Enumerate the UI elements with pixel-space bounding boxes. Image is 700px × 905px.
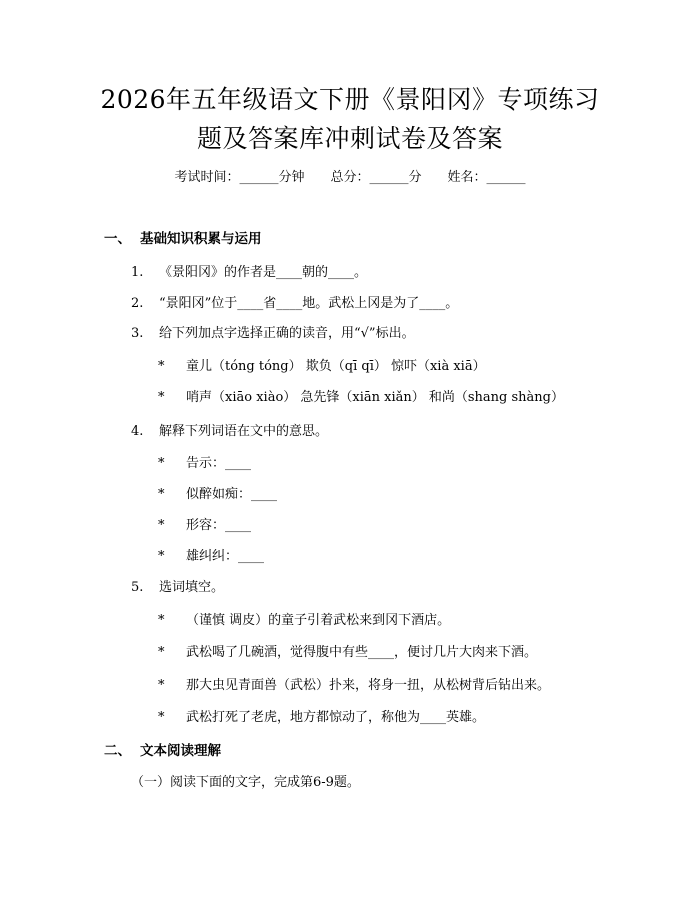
total-score-field: 总分：______分 — [330, 170, 422, 185]
question-text: 给下列加点字选择正确的读音，用“√”标出。 — [159, 326, 415, 341]
section-heading-1 — [104, 229, 262, 249]
reading-intro: （一）阅读下面的文字，完成第6-9题。 — [131, 775, 360, 790]
list-item-text: 武松喝了几碗酒，觉得腹中有些____，便讨几片大肉来下酒。 — [186, 645, 538, 660]
section-number: 二、 — [104, 743, 131, 759]
list-item — [158, 485, 277, 505]
question-5 — [131, 578, 224, 598]
list-item — [158, 388, 564, 408]
question-number: 3. — [131, 326, 144, 341]
page-title-line1: 2026年五年级语文下册《景阳冈》专项练习 — [100, 85, 600, 114]
section-title: 文本阅读理解 — [140, 743, 221, 759]
list-item — [158, 454, 251, 474]
question-number: 5. — [131, 580, 144, 595]
list-item-text: 童儿（tóng tóng） 欺负（qī qī） 惊吓（xià xiā） — [186, 359, 486, 374]
question-3 — [131, 324, 415, 344]
list-item-text: 武松打死了老虎，地方都惊动了，称他为____英雄。 — [186, 710, 486, 725]
list-item-text: 那大虫见青面兽（武松）扑来，将身一扭，从松树背后钻出来。 — [186, 678, 551, 693]
question-text: 解释下列词语在文中的意思。 — [159, 424, 329, 439]
exam-meta — [0, 168, 700, 188]
list-item — [158, 708, 485, 728]
question-number: 1. — [131, 265, 144, 280]
section-title: 基础知识积累与运用 — [140, 231, 262, 247]
bullet-star: * — [158, 710, 165, 725]
list-item — [158, 547, 264, 567]
bullet-star: * — [158, 549, 165, 564]
exam-time-field: 考试时间：______分钟 — [174, 170, 305, 185]
bullet-star: * — [158, 390, 165, 405]
question-2 — [131, 294, 458, 314]
bullet-star: * — [158, 456, 165, 471]
bullet-star: * — [158, 613, 165, 628]
bullet-star: * — [158, 359, 165, 374]
bullet-star: * — [158, 518, 165, 533]
list-item — [158, 676, 550, 696]
page-title-line2: 题及答案库冲刺试卷及答案 — [196, 124, 503, 153]
student-name-field: 姓名：______ — [447, 170, 526, 185]
list-item — [158, 357, 486, 377]
list-item-text: 哨声（xiāo xiào） 急先锋（xiān xiǎn） 和尚（shang shàng） — [186, 390, 564, 405]
question-1 — [131, 263, 367, 283]
question-number: 2. — [131, 296, 144, 311]
question-4 — [131, 422, 328, 442]
list-item-text: （谨慎 调皮）的童子引着武松来到冈下酒店。 — [186, 613, 451, 628]
list-item-text: 雄纠纠：____ — [186, 549, 265, 564]
list-item-text: 告示：____ — [186, 456, 252, 471]
section-heading-2 — [104, 741, 221, 761]
question-text: “景阳冈”位于____省____地。武松上冈是为了____。 — [159, 296, 459, 311]
bullet-star: * — [158, 487, 165, 502]
list-item — [158, 611, 450, 631]
list-item-text: 形容：____ — [186, 518, 252, 533]
list-item-text: 似醉如痴：____ — [186, 487, 278, 502]
list-item — [158, 643, 537, 663]
question-text: 《景阳冈》的作者是____朝的____。 — [159, 265, 368, 280]
question-text: 选词填空。 — [159, 580, 225, 595]
section-number: 一、 — [104, 231, 131, 247]
bullet-star: * — [158, 678, 165, 693]
list-item — [158, 516, 251, 536]
question-number: 4. — [131, 424, 144, 439]
bullet-star: * — [158, 645, 165, 660]
